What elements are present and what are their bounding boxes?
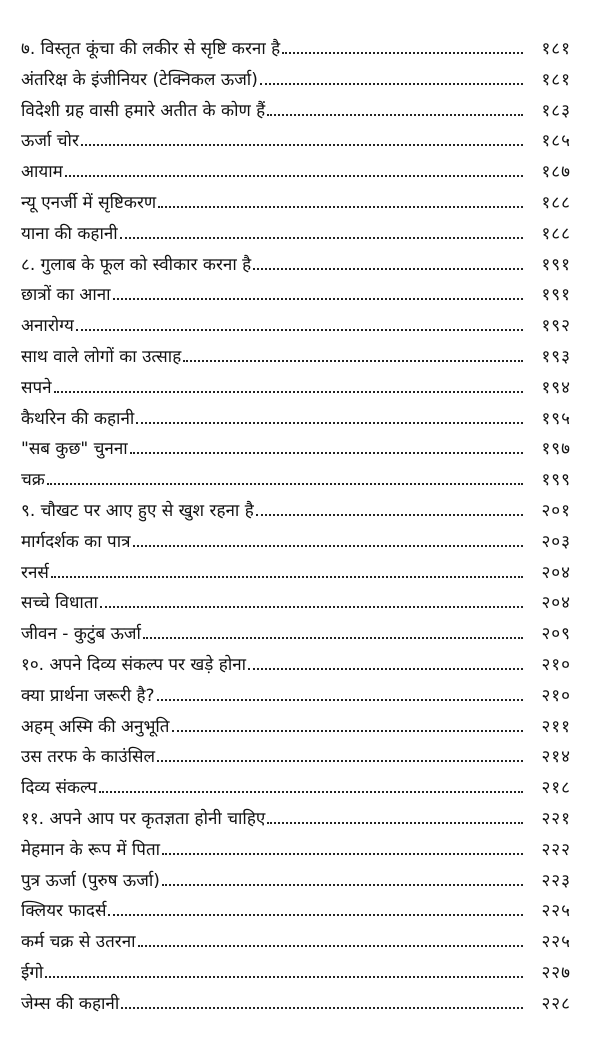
toc-entry-page: १८८ [541, 223, 571, 244]
toc-entry [21, 681, 571, 712]
dot-leader [76, 328, 523, 331]
dot-leader [162, 883, 523, 886]
dot-leader [100, 605, 523, 608]
toc-entry-title: कर्म चक्र से उतरना [21, 932, 136, 953]
toc-entry [21, 804, 571, 835]
toc-entry-page: २०४ [541, 562, 571, 583]
toc-entry-title: क्लियर फादर्स [21, 901, 107, 922]
toc-entry-page: २१० [541, 654, 571, 675]
toc-entry-title: साथ वाले लोगों का उत्साह [21, 346, 182, 367]
toc-entry-title: उस तरफ के काउंसिल [21, 747, 156, 768]
toc-entry [21, 588, 571, 619]
toc-entry-title: दिव्य संकल्प [21, 778, 98, 799]
toc-entry-page: २१४ [541, 747, 571, 768]
toc-entry-title: आयाम [21, 162, 63, 183]
toc-entry-title: ऊर्जा चोर [21, 131, 79, 152]
dot-leader [282, 51, 523, 54]
toc-entry-page: १८५ [541, 131, 571, 152]
dot-leader [248, 667, 523, 670]
dot-leader [130, 451, 523, 454]
dot-leader [113, 297, 523, 300]
toc-entry [21, 188, 571, 219]
toc-entry-title: मेहमान के रूप में पिता [21, 839, 161, 860]
table-of-contents [21, 34, 571, 1020]
toc-entry-page: १८३ [541, 100, 571, 121]
toc-entry [21, 373, 571, 404]
dot-leader [47, 482, 523, 485]
toc-entry-title: "सब कुछ" चुनना [21, 439, 128, 460]
toc-entry-page: २२२ [541, 839, 571, 860]
dot-leader [54, 390, 523, 393]
toc-entry-page: १९५ [541, 408, 571, 429]
toc-entry-title: ९. चौखट पर आए हुए से खुश रहना है [21, 500, 254, 521]
toc-entry-title: सपने [21, 377, 52, 398]
toc-entry [21, 527, 571, 558]
dot-leader [158, 205, 523, 208]
dot-leader [81, 143, 523, 146]
toc-entry-page: २२७ [541, 962, 571, 983]
toc-entry [21, 958, 571, 989]
toc-entry-title: सच्चे विधाता [21, 593, 98, 614]
toc-entry-title: ७. विस्तृत कूंचा की लकीर से सृष्टि करना है [21, 39, 281, 59]
toc-entry-title: क्या प्रार्थना जरूरी है? [21, 685, 155, 706]
toc-entry [21, 465, 571, 496]
toc-entry [21, 989, 571, 1020]
toc-entry-title: १०. अपने दिव्य संकल्प पर खड़े होना [21, 654, 247, 675]
dot-leader [136, 421, 523, 424]
dot-leader [99, 790, 523, 793]
dot-leader [51, 575, 523, 578]
toc-entry [21, 280, 571, 311]
toc-entry-page: २२५ [541, 901, 571, 922]
toc-entry-title: न्यू एनर्जी में सृष्टिकरण [21, 192, 157, 213]
toc-entry-page: १८८ [541, 192, 571, 213]
toc-entry [21, 34, 571, 65]
dot-leader [157, 759, 523, 762]
toc-entry-page: २११ [541, 716, 571, 737]
dot-leader [256, 513, 523, 516]
dot-leader [65, 174, 523, 177]
toc-entry-page: २२५ [541, 932, 571, 953]
toc-entry [21, 866, 571, 897]
toc-entry-page: १९१ [541, 254, 571, 275]
toc-entry-page: १८७ [541, 162, 571, 183]
toc-entry-title: अंतरिक्ष के इंजीनियर (टेक्निकल ऊर्जा) [21, 69, 258, 90]
toc-entry [21, 742, 571, 773]
toc-entry [21, 650, 571, 681]
toc-entry-title: कैथरिन की कहानी [21, 408, 135, 429]
toc-entry-title: मार्गदर्शक का पात्र [21, 531, 131, 552]
toc-entry [21, 558, 571, 589]
toc-entry-page: १९३ [541, 346, 571, 367]
dot-leader [108, 913, 523, 916]
toc-entry-page: १९९ [541, 470, 571, 491]
toc-entry-title: जीवन - कुटुंब ऊर्जा [21, 624, 141, 645]
toc-entry [21, 896, 571, 927]
toc-entry-page: २१० [541, 685, 571, 706]
dot-leader [260, 82, 523, 85]
toc-entry [21, 404, 571, 435]
toc-entry-page: १८१ [541, 69, 571, 90]
toc-entry [21, 96, 571, 127]
toc-entry-page: १९२ [541, 316, 571, 337]
dot-leader [157, 698, 523, 701]
toc-entry [21, 927, 571, 958]
toc-entry-title: जेम्स की कहानी [21, 993, 120, 1014]
toc-entry-title: ईगो [21, 962, 44, 983]
toc-entry [21, 219, 571, 250]
toc-entry [21, 157, 571, 188]
toc-entry [21, 773, 571, 804]
toc-entry-title: ८. गुलाब के फूल को स्वीकार करना है [21, 254, 252, 275]
toc-entry-title: अहम् अस्मि की अनुभूति [21, 716, 170, 737]
dot-leader [121, 1006, 523, 1009]
toc-entry-title: रनर्स [21, 562, 49, 583]
toc-entry [21, 712, 571, 743]
dot-leader [172, 729, 524, 732]
toc-entry-page: २०१ [541, 500, 571, 521]
toc-entry [21, 250, 571, 281]
toc-entry-title: पुत्र ऊर्जा (पुरुष ऊर्जा) [21, 870, 160, 891]
toc-entry-page: २१८ [541, 778, 571, 799]
toc-entry [21, 434, 571, 465]
toc-entry [21, 126, 571, 157]
toc-entry-title: चक्र [21, 470, 45, 491]
toc-entry-page: २२८ [541, 993, 571, 1014]
toc-entry [21, 342, 571, 373]
toc-entry-page: २०९ [541, 624, 571, 645]
toc-entry-title: छात्रों का आना [21, 285, 111, 306]
toc-entry-page: २२३ [541, 870, 571, 891]
dot-leader [133, 544, 524, 547]
dot-leader [45, 975, 523, 978]
dot-leader [138, 944, 523, 947]
toc-entry-title: याना की कहानी [21, 223, 118, 244]
toc-entry [21, 311, 571, 342]
dot-leader [253, 267, 523, 270]
toc-entry-page: १९७ [541, 439, 571, 460]
toc-entry-page: २०३ [541, 531, 571, 552]
dot-leader [267, 821, 523, 824]
dot-leader [120, 236, 523, 239]
toc-entry-page: २०४ [541, 593, 571, 614]
dot-leader [267, 113, 523, 116]
toc-entry [21, 65, 571, 96]
toc-entry-title: विदेशी ग्रह वासी हमारे अतीत के कोण हैं [21, 100, 266, 121]
dot-leader [183, 359, 523, 362]
toc-entry-page: १८१ [541, 39, 571, 59]
toc-entry [21, 835, 571, 866]
toc-entry-page: २२१ [541, 808, 571, 829]
dot-leader [162, 852, 523, 855]
dot-leader [143, 636, 523, 639]
toc-entry-title: अनारोग्य [21, 316, 74, 337]
toc-entry-page: १९४ [541, 377, 571, 398]
toc-entry-title: ११. अपने आप पर कृतज्ञता होनी चाहिए [21, 808, 266, 829]
toc-entry [21, 496, 571, 527]
toc-entry-page: १९१ [541, 285, 571, 306]
toc-entry [21, 619, 571, 650]
